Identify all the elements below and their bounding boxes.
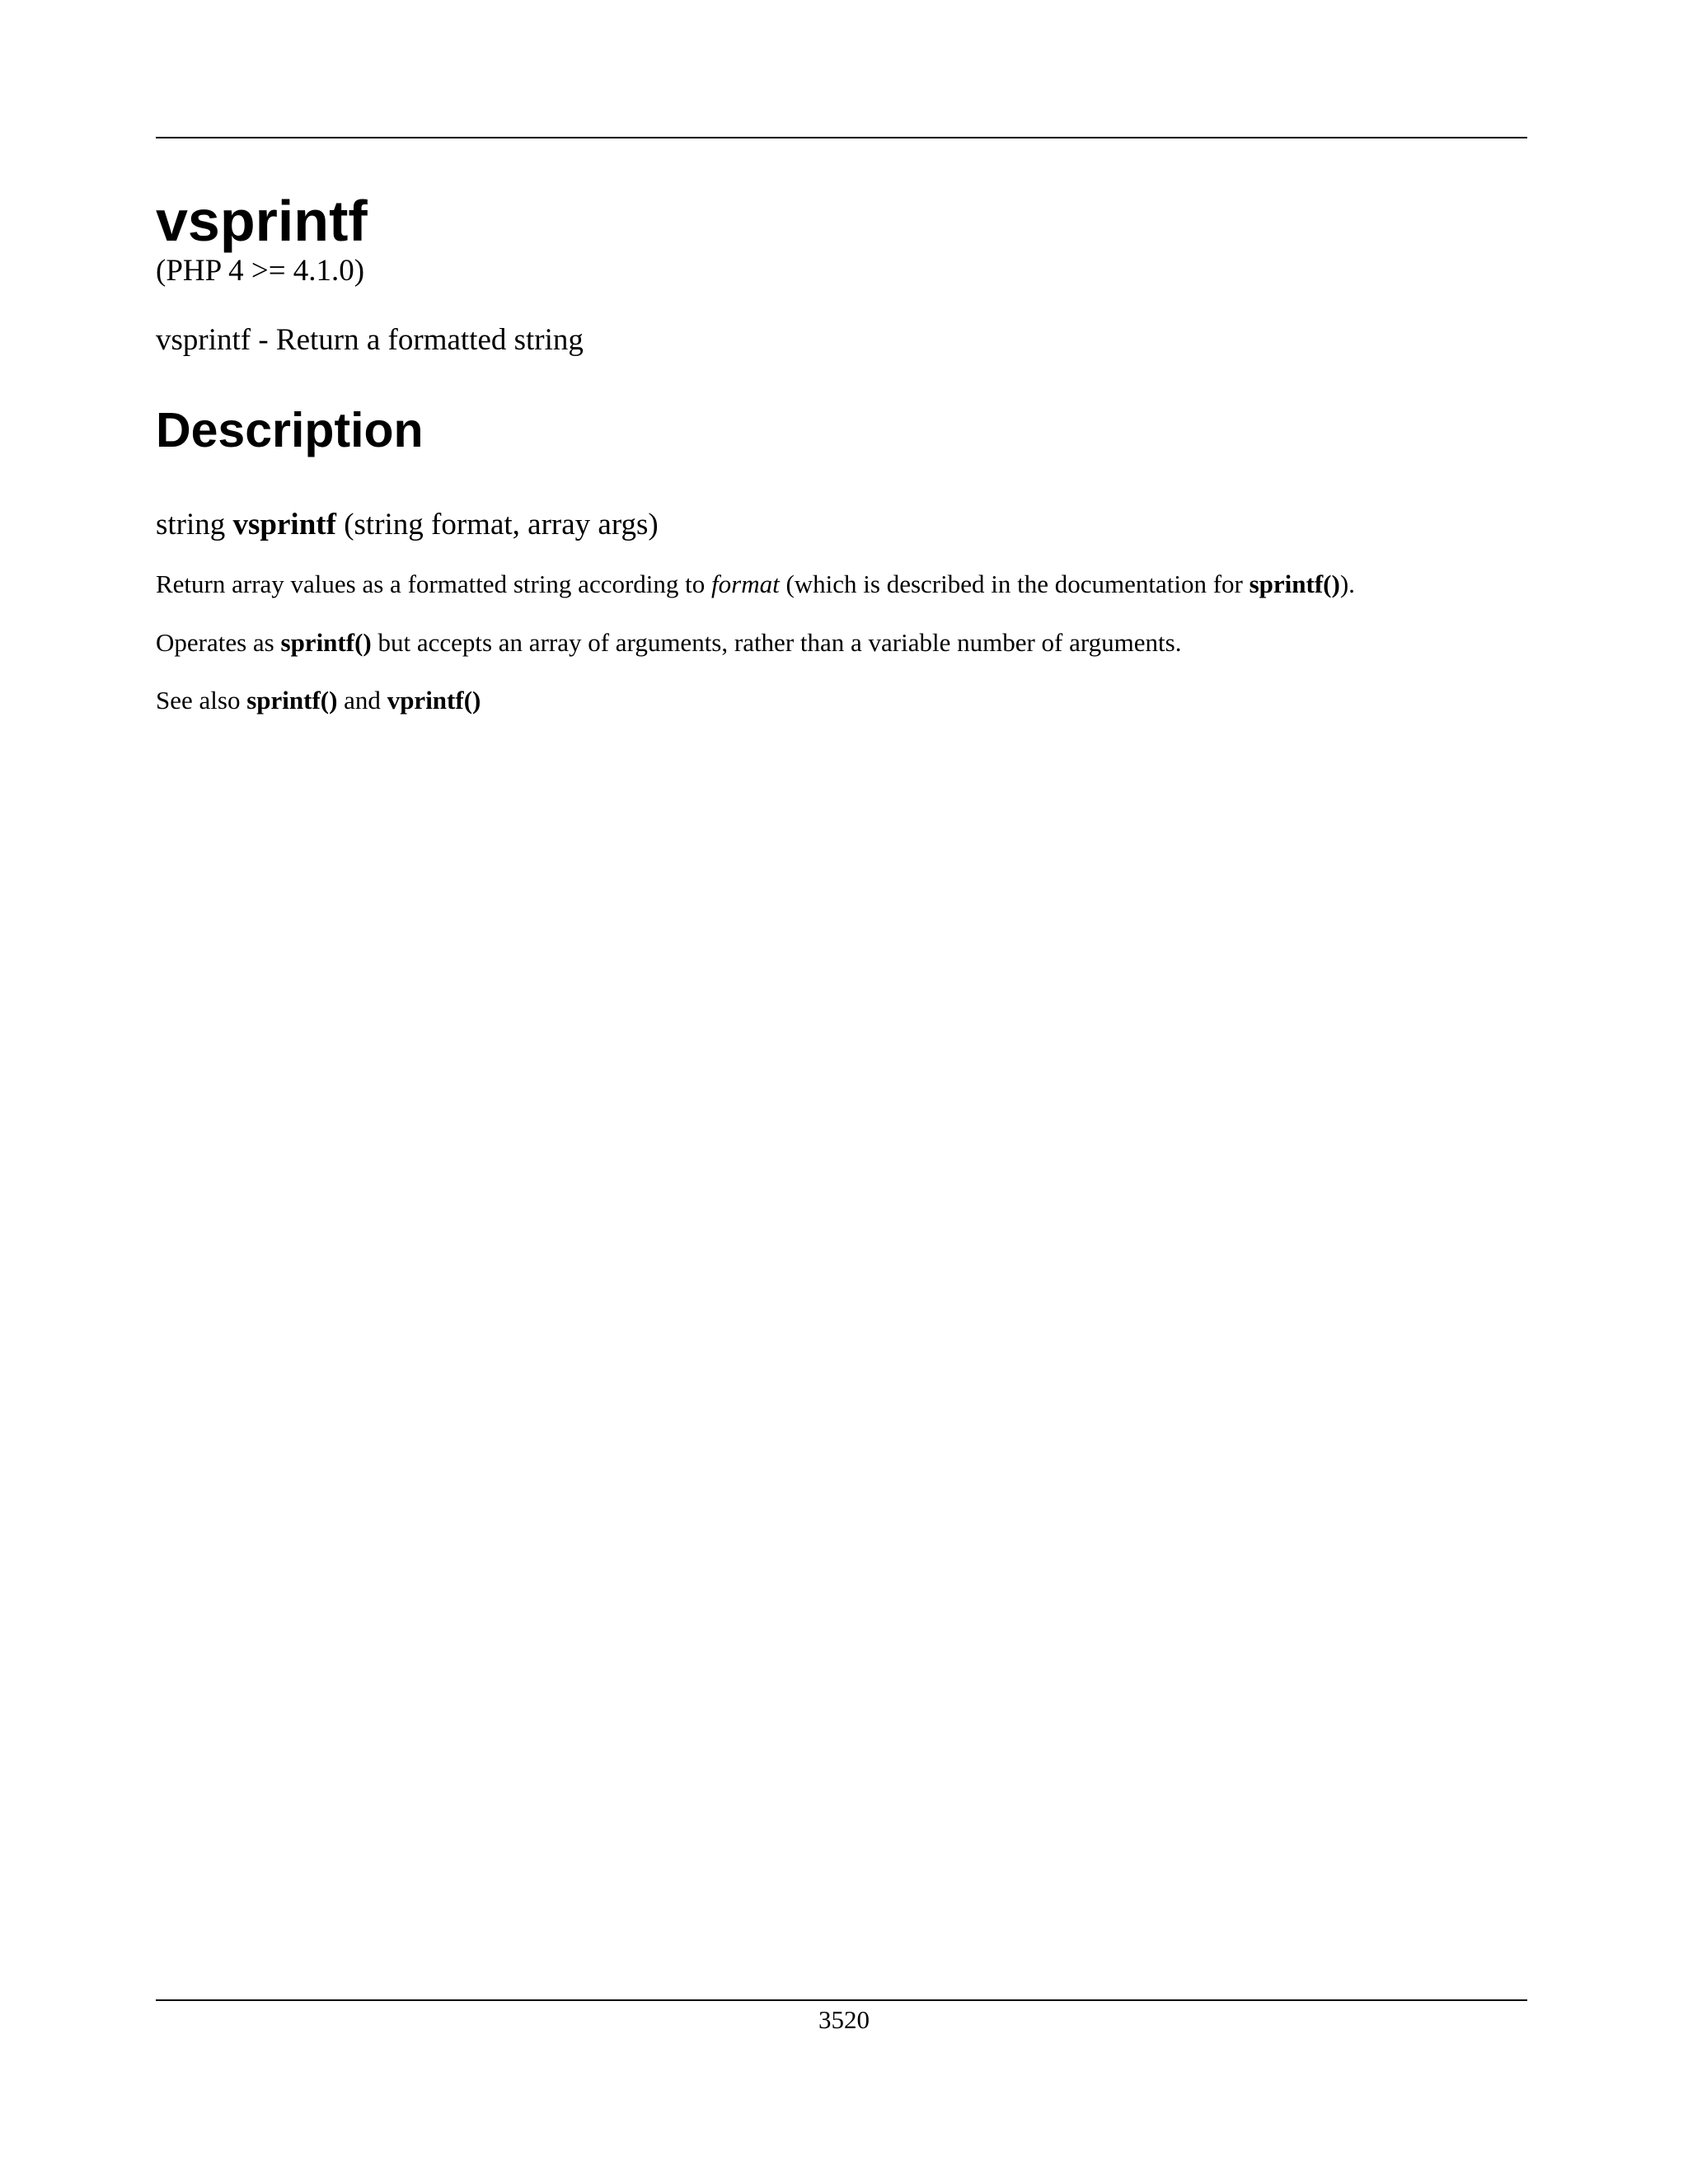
- function-synopsis: [156, 507, 659, 543]
- version-info: (PHP 4 >= 4.1.0): [156, 254, 365, 288]
- parameter-format: format: [711, 569, 780, 598]
- function-link-sprintf[interactable]: sprintf(): [280, 628, 372, 657]
- see-also-paragraph: [156, 685, 481, 716]
- function-link-sprintf[interactable]: sprintf(): [1249, 569, 1340, 598]
- paragraph-text: See also: [156, 686, 247, 715]
- paragraph-text: Operates as: [156, 628, 281, 657]
- synopsis-return-type: string: [156, 508, 233, 541]
- paragraph-text: Return array values as a formatted string according to: [156, 569, 712, 598]
- paragraph-text: (which is described in the documentation for: [779, 569, 1250, 598]
- bottom-divider: [156, 1999, 1527, 2001]
- top-divider: [156, 137, 1527, 138]
- page-title: vsprintf: [156, 189, 368, 253]
- operation-paragraph: [156, 627, 1181, 658]
- paragraph-text: and: [337, 686, 387, 715]
- paragraph-text: ).: [1339, 569, 1355, 598]
- page-number: 3520: [818, 2005, 870, 2034]
- description-paragraph: [156, 569, 1355, 600]
- function-purpose: vsprintf - Return a formatted string: [156, 323, 584, 357]
- paragraph-text: but accepts an array of arguments, rather than a variable number of arguments.: [371, 628, 1182, 657]
- section-heading-description: Description: [156, 403, 424, 457]
- function-link-vprintf[interactable]: vprintf(): [387, 686, 481, 715]
- function-link-sprintf[interactable]: sprintf(): [246, 686, 338, 715]
- synopsis-function-name: vsprintf: [232, 508, 336, 541]
- synopsis-params: (string format, array args): [335, 508, 659, 541]
